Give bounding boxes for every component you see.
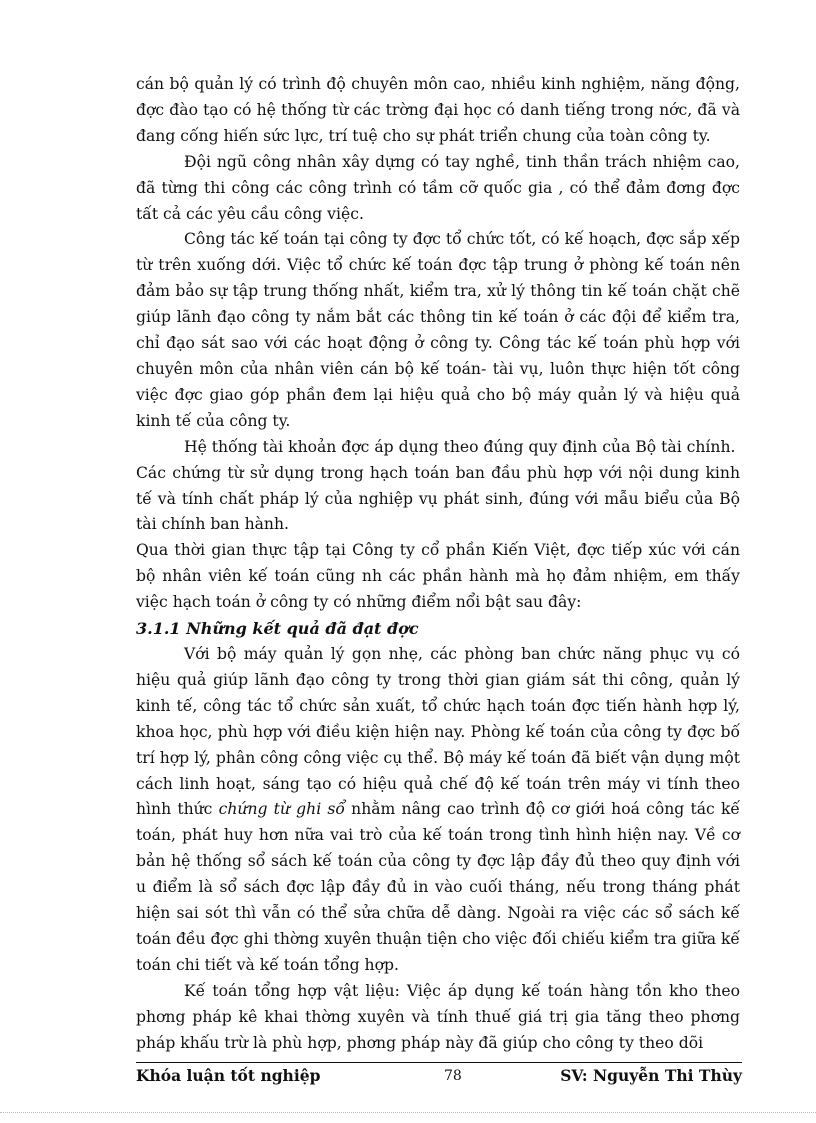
paragraph-2: Đội ngũ công nhân xây dựng có tay nghề, tinh thần trách nhiệm cao, đã từng thi công các công trình có tầm cỡ quốc gia , có thể đảm đơng đợc tất cả các yêu cầu công việc.: [136, 152, 740, 223]
paragraph-4: Hệ thống tài khoản đợc áp dụng theo đúng quy định của Bộ tài chính.: [184, 437, 736, 456]
paragraph-7-part-a: Với bộ máy quản lý gọn nhẹ, các phòng ban chức năng phục vụ có hiệu quả giúp lãnh đạo công ty trong thời gian giám sát thi công, quản lý kinh tế, công tác tổ chức sản xuất, tổ chức hạch toán đợc tiến hành hợp lý, khoa học, phù hợp với điều kiện hiện nay. Phòng kế toán của công ty đợc bố trí hợp lý, phân công công việc cụ thể. Bộ máy kế toán đã biết vận dụng một cách linh hoạt, sáng tạo có hiệu quả chế độ kế toán trên máy vi tính theo hình thức: [136, 645, 740, 819]
footer-divider: [136, 1062, 742, 1063]
footer-student-name: SV: Nguyễn Thi Thùy: [560, 1066, 742, 1085]
paragraph-5: Các chứng từ sử dụng trong hạch toán ban đầu phù hợp với nội dung kinh tế và tính chất pháp lý của nghiệp vụ phát sinh, đúng với mẫu biểu của Bộ tài chính ban hành.: [136, 463, 740, 534]
paragraph-8: Kế toán tổng hợp vật liệu: Việc áp dụng kế toán hàng tồn kho theo phơng pháp kê khai thờng xuyên và tính thuế giá trị gia tăng theo phơng pháp khấu trừ là phù hợp, phơng pháp này đã giúp cho công ty theo dõi: [136, 981, 740, 1052]
document-body: [136, 72, 740, 1057]
page-bottom-divider: [0, 1112, 816, 1113]
paragraph-6: Qua thời gian thực tập tại Công ty cổ phần Kiến Việt, đợc tiếp xúc với cán bộ nhân viên kế toán cũng nh các phần hành mà họ đảm nhiệm, em thấy việc hạch toán ở công ty có những điểm nổi bật sau đây:: [136, 541, 740, 612]
footer-thesis-label: Khóa luận tốt nghiệp: [136, 1066, 321, 1085]
paragraph-3: Công tác kế toán tại công ty đợc tổ chức tốt, có kế hoạch, đợc sắp xếp từ trên xuống dới. Việc tổ chức kế toán đợc tập trung ở phòng kế toán nên đảm bảo sự tập trung thống nhất, kiểm tra, xử lý thông tin kế toán chặt chẽ giúp lãnh đạo công ty nắm bắt các thông tin kế toán ở các đội để kiểm tra, chỉ đạo sát sao với các hoạt động ở công ty. Công tác kế toán phù hợp với chuyên môn của nhân viên cán bộ kế toán- tài vụ, luôn thực hiện tốt công việc đợc giao góp phần đem lại hiệu quả cho bộ máy quản lý và hiệu quả kinh tế của công ty.: [136, 230, 740, 430]
italic-term: chứng từ ghi sổ: [218, 800, 345, 819]
section-heading: 3.1.1 Những kết quả đã đạt đợc: [136, 619, 419, 639]
paragraph-1: cán bộ quản lý có trình độ chuyên môn cao, nhiều kinh nghiệm, năng động, đợc đào tạo có hệ thống từ các trờng đại học có danh tiếng trong nớc, đã và đang cống hiến sức lực, trí tuệ cho sự phát triển chung của toàn công ty.: [136, 75, 740, 145]
paragraph-7-part-b: nhằm nâng cao trình độ cơ giới hoá công tác kế toán, phát huy hơn nữa vai trò của kế toán trong tình hình hiện nay. Về cơ bản hệ thống sổ sách kế toán của công ty đợc lập đầy đủ theo quy định với u điểm là sổ sách đợc lập đầy đủ in vào cuối tháng, nếu trong tháng phát hiện sai sót thì vẫn có thể sửa chữa dễ dàng. Ngoài ra việc các sổ sách kế toán đều đợc ghi thờng xuyên thuận tiện cho việc đối chiếu kiểm tra giữa kế toán chi tiết và kế toán tổng hợp.: [136, 800, 740, 974]
paragraph-7: [136, 642, 740, 979]
page-footer: [136, 1066, 742, 1090]
page-number: 78: [444, 1068, 462, 1084]
